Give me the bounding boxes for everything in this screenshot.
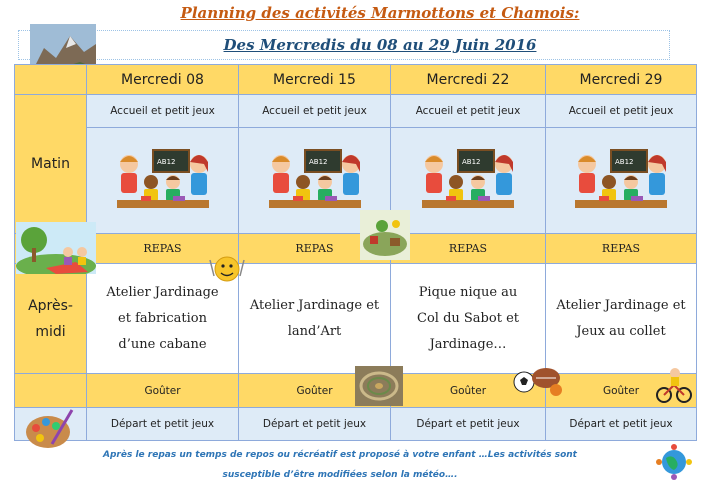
hungry-emoji-icon	[206, 254, 248, 284]
activity-cell	[546, 264, 697, 374]
morning-illustration-cell	[391, 128, 546, 234]
svg-text:AB12: AB12	[308, 157, 327, 166]
morning-illustration-row	[15, 128, 697, 234]
land-art-circle-illustration	[355, 366, 403, 406]
activity-line: land’Art	[287, 323, 342, 339]
welcome-cell: Accueil et petit jeux	[546, 95, 697, 128]
departure-row	[15, 408, 697, 441]
activity-line: d’une cabane	[118, 336, 207, 352]
morning-illustration-cell	[546, 128, 697, 234]
activity-line: Jeux au collet	[576, 323, 666, 339]
activity-line: Atelier Jardinage et	[556, 297, 686, 313]
morning-label-cell	[15, 95, 87, 234]
classroom-kids-illustration	[263, 144, 367, 218]
page-title: Planning des activités Marmottons et Chamois:	[180, 4, 580, 22]
day-header-row	[15, 65, 697, 95]
cyclist-icon	[655, 365, 693, 405]
lunch-cell: REPAS	[391, 234, 546, 264]
corner-cell	[15, 65, 87, 95]
departure-cell: Départ et petit jeux	[87, 408, 239, 441]
svg-text:AB12: AB12	[615, 157, 634, 166]
day-header: Mercredi 29	[546, 65, 697, 95]
sports-balls-icon	[512, 360, 564, 396]
afternoon-label-line: midi	[35, 323, 66, 340]
svg-text:AB12: AB12	[462, 157, 481, 166]
page-subtitle: Des Mercredis du 08 au 29 Juin 2016	[223, 36, 537, 54]
day-header: Mercredi 15	[239, 65, 391, 95]
activity-line: Atelier Jardinage et	[249, 297, 380, 313]
departure-cell: Départ et petit jeux	[546, 408, 697, 441]
picnic-illustration	[16, 222, 96, 274]
snack-cell: Goûter	[87, 374, 239, 408]
activity-line: Atelier Jardinage	[106, 284, 219, 300]
afternoon-row	[15, 264, 697, 374]
activity-line: Pique nique au	[418, 284, 518, 300]
lunch-row	[15, 234, 697, 264]
morning-illustration-cell	[87, 128, 239, 234]
footer-note-line: susceptible d’être modifiées selon la météo….	[222, 470, 458, 480]
paint-palette-icon	[22, 404, 78, 454]
afternoon-label-cell	[15, 264, 87, 374]
afternoon-label-line: Après-	[28, 297, 73, 314]
classroom-kids-illustration	[111, 144, 215, 218]
welcome-cell: Accueil et petit jeux	[239, 95, 391, 128]
snack-cell: Goûter	[391, 374, 546, 408]
activity-line: et fabrication	[118, 310, 207, 326]
welcome-row	[15, 95, 697, 128]
day-header: Mercredi 08	[87, 65, 239, 95]
snack-label-cell	[15, 374, 87, 408]
day-header: Mercredi 22	[391, 65, 546, 95]
classroom-kids-illustration	[569, 144, 673, 218]
welcome-cell: Accueil et petit jeux	[391, 95, 546, 128]
garden-illustration	[360, 210, 410, 260]
svg-text:AB12: AB12	[156, 157, 175, 166]
lunch-cell: REPAS	[546, 234, 697, 264]
departure-cell: Départ et petit jeux	[239, 408, 391, 441]
snack-cell: Goûter	[546, 374, 697, 408]
classroom-kids-illustration	[416, 144, 520, 218]
lunch-cell: REPAS	[239, 234, 391, 264]
activity-cell	[239, 264, 391, 374]
departure-cell: Départ et petit jeux	[391, 408, 546, 441]
footer-note-line: Après le repas un temps de repos ou récréatif est proposé à votre enfant …Les activités sont	[103, 450, 577, 460]
welcome-cell: Accueil et petit jeux	[87, 95, 239, 128]
world-kids-globe-icon	[656, 444, 692, 480]
snack-cell: Goûter	[239, 374, 391, 408]
morning-label: Matin	[31, 156, 70, 172]
activity-cell	[391, 264, 546, 374]
activity-line: Jardinage…	[429, 336, 507, 352]
lunch-cell: REPAS	[87, 234, 239, 264]
activity-line: Col du Sabot et	[417, 310, 519, 326]
